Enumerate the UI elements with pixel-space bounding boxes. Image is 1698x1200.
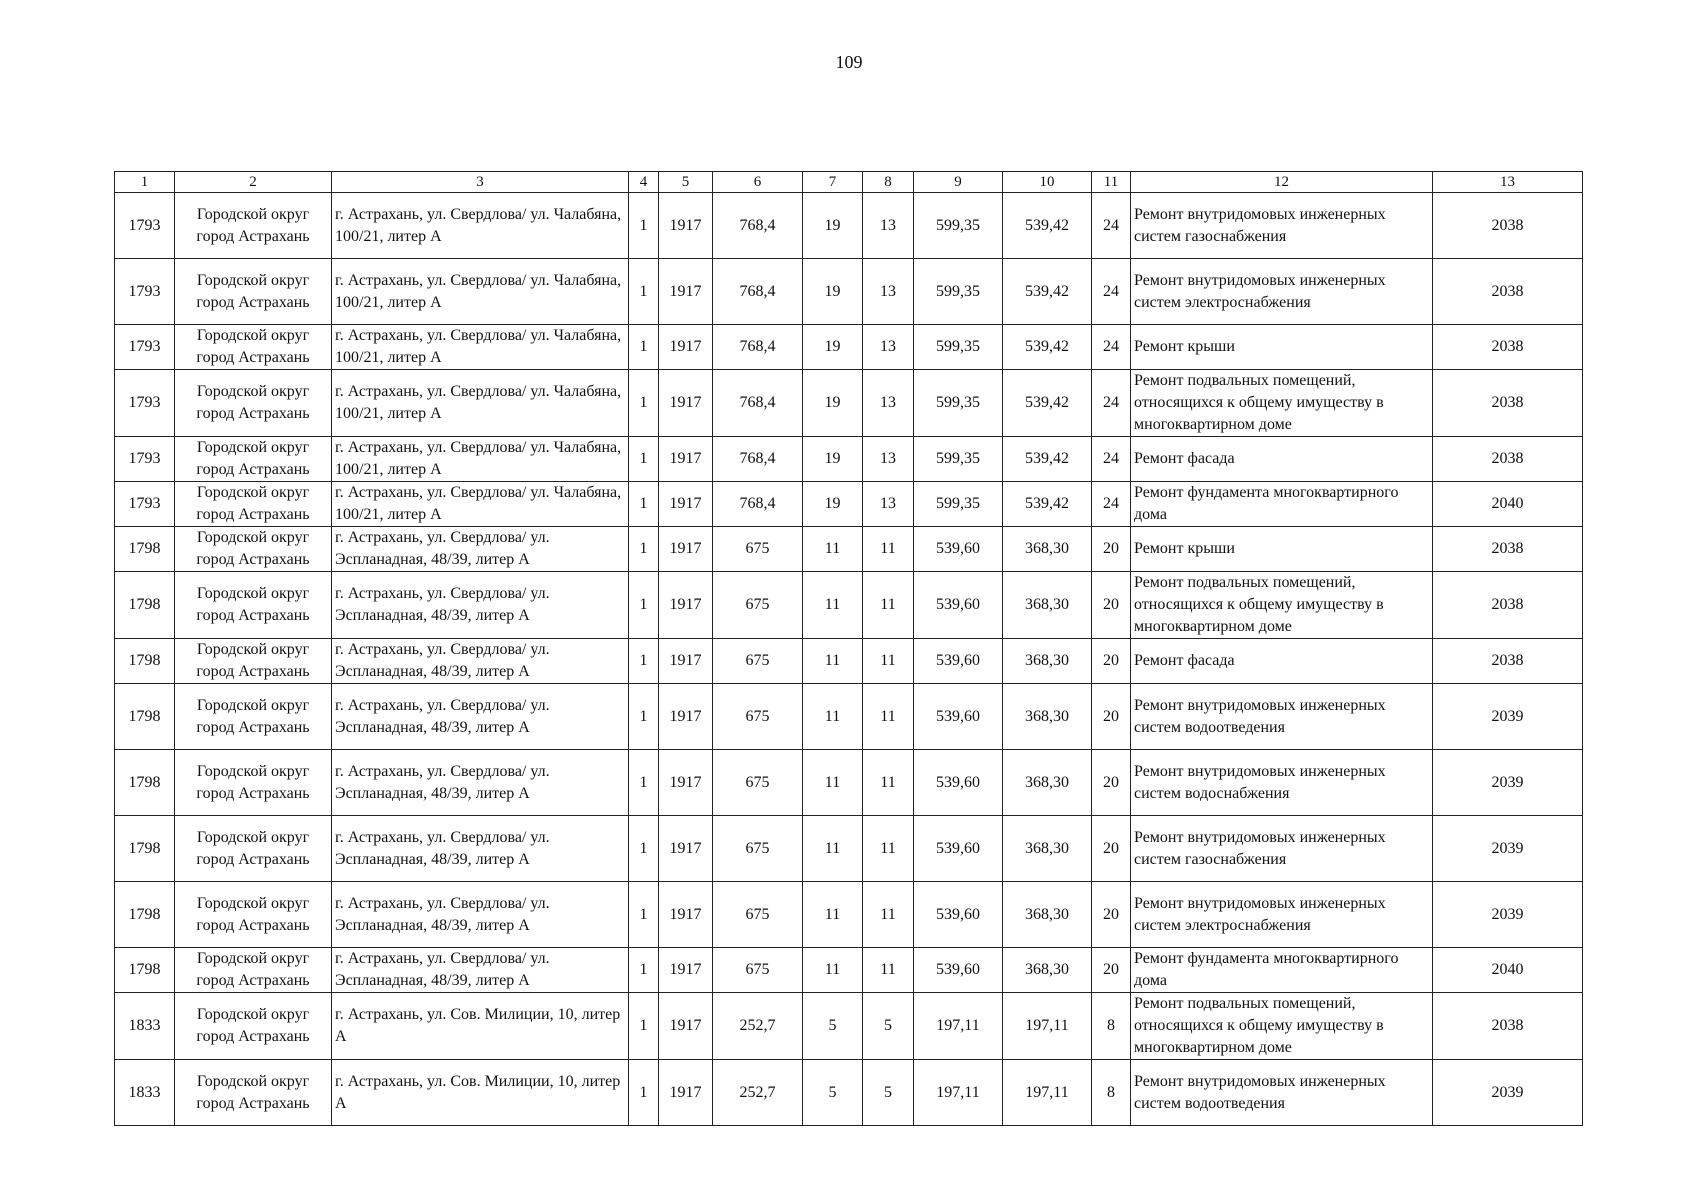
work-type-cell: Ремонт внутридомовых инженерных систем водоотведения	[1131, 1060, 1433, 1126]
year-cell: 1917	[659, 193, 713, 259]
page-number: 109	[835, 52, 863, 72]
municipality-cell: Городской округ город Астрахань	[175, 948, 332, 993]
col4-cell: 1	[629, 684, 659, 750]
address-cell: г. Астрахань, ул. Свердлова/ ул. Эспланадная, 48/39, литер А	[332, 527, 629, 572]
address-cell: г. Астрахань, ул. Свердлова/ ул. Чалабяна, 100/21, литер А	[332, 370, 629, 437]
col10-cell: 539,42	[1003, 370, 1092, 437]
work-type-cell: Ремонт фасада	[1131, 639, 1433, 684]
table-row	[115, 193, 1583, 259]
col10-cell: 368,30	[1003, 639, 1092, 684]
work-type-cell: Ремонт крыши	[1131, 325, 1433, 370]
plan-year-cell: 2040	[1433, 948, 1583, 993]
address-cell: г. Астрахань, ул. Свердлова/ ул. Эспланадная, 48/39, литер А	[332, 572, 629, 639]
year-cell: 1917	[659, 370, 713, 437]
col7-cell: 11	[803, 816, 863, 882]
col4-cell: 1	[629, 993, 659, 1060]
plan-year-cell: 2038	[1433, 193, 1583, 259]
col10-cell: 197,11	[1003, 993, 1092, 1060]
year-cell: 1917	[659, 437, 713, 482]
col4-cell: 1	[629, 1060, 659, 1126]
year-cell: 1917	[659, 259, 713, 325]
column-header: 5	[659, 172, 713, 193]
column-header: 2	[175, 172, 332, 193]
row-number: 1793	[115, 325, 175, 370]
address-cell: г. Астрахань, ул. Свердлова/ ул. Эспланадная, 48/39, литер А	[332, 882, 629, 948]
col8-cell: 13	[863, 370, 914, 437]
column-number-row	[115, 172, 1583, 193]
table-row	[115, 482, 1583, 527]
address-cell: г. Астрахань, ул. Сов. Милиции, 10, литер А	[332, 1060, 629, 1126]
column-header: 13	[1433, 172, 1583, 193]
column-header: 9	[914, 172, 1003, 193]
area-cell: 675	[713, 572, 803, 639]
row-number: 1793	[115, 193, 175, 259]
table-row	[115, 816, 1583, 882]
col7-cell: 5	[803, 1060, 863, 1126]
area-cell: 768,4	[713, 370, 803, 437]
col11-cell: 20	[1092, 750, 1131, 816]
plan-year-cell: 2038	[1433, 259, 1583, 325]
table-row	[115, 684, 1583, 750]
address-cell: г. Астрахань, ул. Свердлова/ ул. Эспланадная, 48/39, литер А	[332, 639, 629, 684]
col9-cell: 599,35	[914, 370, 1003, 437]
col9-cell: 539,60	[914, 948, 1003, 993]
col7-cell: 19	[803, 259, 863, 325]
area-cell: 252,7	[713, 993, 803, 1060]
table-row	[115, 750, 1583, 816]
col9-cell: 197,11	[914, 993, 1003, 1060]
col4-cell: 1	[629, 259, 659, 325]
col10-cell: 368,30	[1003, 948, 1092, 993]
col7-cell: 11	[803, 684, 863, 750]
col10-cell: 368,30	[1003, 527, 1092, 572]
col11-cell: 8	[1092, 993, 1131, 1060]
address-cell: г. Астрахань, ул. Свердлова/ ул. Чалабяна, 100/21, литер А	[332, 193, 629, 259]
col4-cell: 1	[629, 572, 659, 639]
municipality-cell: Городской округ город Астрахань	[175, 882, 332, 948]
col11-cell: 8	[1092, 1060, 1131, 1126]
table-row	[115, 948, 1583, 993]
col8-cell: 11	[863, 882, 914, 948]
col4-cell: 1	[629, 750, 659, 816]
address-cell: г. Астрахань, ул. Свердлова/ ул. Эспланадная, 48/39, литер А	[332, 750, 629, 816]
col8-cell: 11	[863, 684, 914, 750]
municipality-cell: Городской округ город Астрахань	[175, 684, 332, 750]
municipality-cell: Городской округ город Астрахань	[175, 527, 332, 572]
col10-cell: 539,42	[1003, 437, 1092, 482]
column-header: 12	[1131, 172, 1433, 193]
row-number: 1798	[115, 527, 175, 572]
column-header: 10	[1003, 172, 1092, 193]
address-cell: г. Астрахань, ул. Свердлова/ ул. Эспланадная, 48/39, литер А	[332, 816, 629, 882]
plan-year-cell: 2039	[1433, 750, 1583, 816]
year-cell: 1917	[659, 750, 713, 816]
work-type-cell: Ремонт фундамента многоквартирного дома	[1131, 482, 1433, 527]
plan-year-cell: 2038	[1433, 993, 1583, 1060]
row-number: 1798	[115, 816, 175, 882]
area-cell: 768,4	[713, 325, 803, 370]
area-cell: 675	[713, 882, 803, 948]
area-cell: 675	[713, 527, 803, 572]
row-number: 1793	[115, 370, 175, 437]
col9-cell: 539,60	[914, 882, 1003, 948]
row-number: 1793	[115, 437, 175, 482]
col8-cell: 13	[863, 437, 914, 482]
municipality-cell: Городской округ город Астрахань	[175, 816, 332, 882]
col11-cell: 24	[1092, 437, 1131, 482]
col8-cell: 5	[863, 993, 914, 1060]
row-number: 1793	[115, 259, 175, 325]
col4-cell: 1	[629, 527, 659, 572]
table-row	[115, 527, 1583, 572]
column-header: 4	[629, 172, 659, 193]
col10-cell: 539,42	[1003, 259, 1092, 325]
col4-cell: 1	[629, 325, 659, 370]
year-cell: 1917	[659, 993, 713, 1060]
municipality-cell: Городской округ город Астрахань	[175, 193, 332, 259]
plan-year-cell: 2038	[1433, 370, 1583, 437]
plan-year-cell: 2038	[1433, 527, 1583, 572]
year-cell: 1917	[659, 882, 713, 948]
col7-cell: 11	[803, 750, 863, 816]
col7-cell: 19	[803, 370, 863, 437]
work-type-cell: Ремонт подвальных помещений, относящихся к общему имуществу в многоквартирном доме	[1131, 370, 1433, 437]
col4-cell: 1	[629, 482, 659, 527]
work-type-cell: Ремонт внутридомовых инженерных систем газоснабжения	[1131, 816, 1433, 882]
row-number: 1798	[115, 684, 175, 750]
work-type-cell: Ремонт внутридомовых инженерных систем водоснабжения	[1131, 750, 1433, 816]
area-cell: 768,4	[713, 437, 803, 482]
column-header: 8	[863, 172, 914, 193]
col7-cell: 19	[803, 482, 863, 527]
municipality-cell: Городской округ город Астрахань	[175, 572, 332, 639]
plan-year-cell: 2039	[1433, 882, 1583, 948]
address-cell: г. Астрахань, ул. Сов. Милиции, 10, литер А	[332, 993, 629, 1060]
work-type-cell: Ремонт внутридомовых инженерных систем водоотведения	[1131, 684, 1433, 750]
work-type-cell: Ремонт подвальных помещений, относящихся к общему имуществу в многоквартирном доме	[1131, 572, 1433, 639]
table-row	[115, 370, 1583, 437]
col7-cell: 11	[803, 948, 863, 993]
col9-cell: 599,35	[914, 193, 1003, 259]
col9-cell: 599,35	[914, 259, 1003, 325]
col7-cell: 11	[803, 572, 863, 639]
col11-cell: 24	[1092, 482, 1131, 527]
address-cell: г. Астрахань, ул. Свердлова/ ул. Чалабяна, 100/21, литер А	[332, 325, 629, 370]
plan-year-cell: 2039	[1433, 684, 1583, 750]
address-cell: г. Астрахань, ул. Свердлова/ ул. Чалабяна, 100/21, литер А	[332, 259, 629, 325]
year-cell: 1917	[659, 325, 713, 370]
work-type-cell: Ремонт внутридомовых инженерных систем электроснабжения	[1131, 259, 1433, 325]
plan-year-cell: 2038	[1433, 325, 1583, 370]
col11-cell: 20	[1092, 882, 1131, 948]
col11-cell: 20	[1092, 527, 1131, 572]
column-header: 3	[332, 172, 629, 193]
table-row	[115, 1060, 1583, 1126]
year-cell: 1917	[659, 816, 713, 882]
col10-cell: 539,42	[1003, 193, 1092, 259]
area-cell: 675	[713, 684, 803, 750]
col9-cell: 539,60	[914, 527, 1003, 572]
col9-cell: 539,60	[914, 750, 1003, 816]
col7-cell: 5	[803, 993, 863, 1060]
column-header: 7	[803, 172, 863, 193]
col10-cell: 539,42	[1003, 482, 1092, 527]
row-number: 1798	[115, 572, 175, 639]
address-cell: г. Астрахань, ул. Свердлова/ ул. Чалабяна, 100/21, литер А	[332, 437, 629, 482]
col10-cell: 368,30	[1003, 572, 1092, 639]
col7-cell: 11	[803, 882, 863, 948]
col10-cell: 368,30	[1003, 750, 1092, 816]
col8-cell: 13	[863, 482, 914, 527]
table-row	[115, 572, 1583, 639]
col8-cell: 5	[863, 1060, 914, 1126]
work-type-cell: Ремонт фундамента многоквартирного дома	[1131, 948, 1433, 993]
row-number: 1833	[115, 1060, 175, 1126]
area-cell: 768,4	[713, 482, 803, 527]
col9-cell: 539,60	[914, 572, 1003, 639]
col7-cell: 11	[803, 527, 863, 572]
year-cell: 1917	[659, 572, 713, 639]
col11-cell: 20	[1092, 684, 1131, 750]
table-row	[115, 437, 1583, 482]
col4-cell: 1	[629, 437, 659, 482]
column-header: 11	[1092, 172, 1131, 193]
row-number: 1798	[115, 882, 175, 948]
work-type-cell: Ремонт подвальных помещений, относящихся к общему имуществу в многоквартирном доме	[1131, 993, 1433, 1060]
municipality-cell: Городской округ город Астрахань	[175, 993, 332, 1060]
row-number: 1798	[115, 639, 175, 684]
plan-year-cell: 2038	[1433, 437, 1583, 482]
col11-cell: 20	[1092, 816, 1131, 882]
address-cell: г. Астрахань, ул. Свердлова/ ул. Чалабяна, 100/21, литер А	[332, 482, 629, 527]
col4-cell: 1	[629, 639, 659, 684]
area-cell: 675	[713, 639, 803, 684]
address-cell: г. Астрахань, ул. Свердлова/ ул. Эспланадная, 48/39, литер А	[332, 684, 629, 750]
col9-cell: 599,35	[914, 437, 1003, 482]
work-type-cell: Ремонт внутридомовых инженерных систем электроснабжения	[1131, 882, 1433, 948]
table-row	[115, 993, 1583, 1060]
municipality-cell: Городской округ город Астрахань	[175, 639, 332, 684]
area-cell: 675	[713, 816, 803, 882]
col10-cell: 368,30	[1003, 882, 1092, 948]
col8-cell: 13	[863, 259, 914, 325]
col11-cell: 24	[1092, 193, 1131, 259]
col8-cell: 11	[863, 816, 914, 882]
col11-cell: 20	[1092, 572, 1131, 639]
table-row	[115, 325, 1583, 370]
col11-cell: 20	[1092, 948, 1131, 993]
year-cell: 1917	[659, 1060, 713, 1126]
col10-cell: 368,30	[1003, 684, 1092, 750]
work-type-cell: Ремонт крыши	[1131, 527, 1433, 572]
plan-year-cell: 2039	[1433, 1060, 1583, 1126]
col9-cell: 599,35	[914, 325, 1003, 370]
row-number: 1793	[115, 482, 175, 527]
col7-cell: 19	[803, 193, 863, 259]
area-cell: 675	[713, 948, 803, 993]
year-cell: 1917	[659, 639, 713, 684]
plan-year-cell: 2039	[1433, 816, 1583, 882]
plan-year-cell: 2040	[1433, 482, 1583, 527]
plan-year-cell: 2038	[1433, 572, 1583, 639]
municipality-cell: Городской округ город Астрахань	[175, 259, 332, 325]
col10-cell: 539,42	[1003, 325, 1092, 370]
col4-cell: 1	[629, 193, 659, 259]
col10-cell: 368,30	[1003, 816, 1092, 882]
col10-cell: 197,11	[1003, 1060, 1092, 1126]
municipality-cell: Городской округ город Астрахань	[175, 1060, 332, 1126]
year-cell: 1917	[659, 684, 713, 750]
area-cell: 252,7	[713, 1060, 803, 1126]
work-type-cell: Ремонт внутридомовых инженерных систем газоснабжения	[1131, 193, 1433, 259]
municipality-cell: Городской округ город Астрахань	[175, 370, 332, 437]
col9-cell: 539,60	[914, 684, 1003, 750]
table-row	[115, 639, 1583, 684]
col8-cell: 11	[863, 572, 914, 639]
area-cell: 675	[713, 750, 803, 816]
row-number: 1798	[115, 750, 175, 816]
col11-cell: 24	[1092, 325, 1131, 370]
table-row	[115, 259, 1583, 325]
area-cell: 768,4	[713, 193, 803, 259]
work-type-cell: Ремонт фасада	[1131, 437, 1433, 482]
col4-cell: 1	[629, 882, 659, 948]
col9-cell: 197,11	[914, 1060, 1003, 1126]
table-body	[115, 193, 1583, 1126]
year-cell: 1917	[659, 948, 713, 993]
col8-cell: 13	[863, 325, 914, 370]
col11-cell: 24	[1092, 370, 1131, 437]
col7-cell: 19	[803, 325, 863, 370]
col9-cell: 539,60	[914, 639, 1003, 684]
area-cell: 768,4	[713, 259, 803, 325]
col8-cell: 11	[863, 639, 914, 684]
col4-cell: 1	[629, 948, 659, 993]
col9-cell: 599,35	[914, 482, 1003, 527]
column-header: 1	[115, 172, 175, 193]
municipality-cell: Городской округ город Астрахань	[175, 750, 332, 816]
table-row	[115, 882, 1583, 948]
col7-cell: 11	[803, 639, 863, 684]
col4-cell: 1	[629, 370, 659, 437]
col8-cell: 11	[863, 948, 914, 993]
plan-year-cell: 2038	[1433, 639, 1583, 684]
col8-cell: 11	[863, 527, 914, 572]
capital-repair-table	[114, 171, 1583, 1126]
municipality-cell: Городской округ город Астрахань	[175, 437, 332, 482]
col7-cell: 19	[803, 437, 863, 482]
col8-cell: 11	[863, 750, 914, 816]
municipality-cell: Городской округ город Астрахань	[175, 325, 332, 370]
col11-cell: 24	[1092, 259, 1131, 325]
col4-cell: 1	[629, 816, 659, 882]
col8-cell: 13	[863, 193, 914, 259]
address-cell: г. Астрахань, ул. Свердлова/ ул. Эспланадная, 48/39, литер А	[332, 948, 629, 993]
year-cell: 1917	[659, 482, 713, 527]
municipality-cell: Городской округ город Астрахань	[175, 482, 332, 527]
col11-cell: 20	[1092, 639, 1131, 684]
row-number: 1798	[115, 948, 175, 993]
col9-cell: 539,60	[914, 816, 1003, 882]
row-number: 1833	[115, 993, 175, 1060]
year-cell: 1917	[659, 527, 713, 572]
column-header: 6	[713, 172, 803, 193]
